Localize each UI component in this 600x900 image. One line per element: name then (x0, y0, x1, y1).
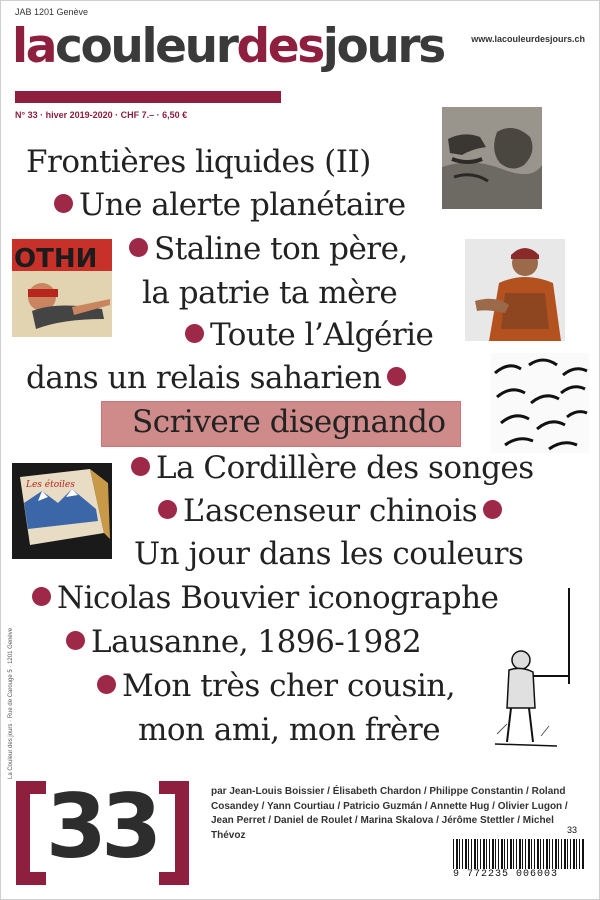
bullet-dot (32, 587, 51, 606)
bullet-dot (129, 238, 148, 257)
headline-4b-row (26, 360, 412, 396)
hand-mud-image (442, 107, 542, 209)
bullet-dot (387, 367, 406, 386)
headline-5-highlight: Scrivere disegnando (101, 401, 461, 447)
headline-3: Staline ton père, (154, 231, 408, 267)
headline-9-row (26, 580, 499, 616)
masthead-couleur: couleur (55, 19, 237, 74)
masthead-des: des (236, 19, 323, 74)
headline-10-row (60, 624, 422, 660)
left-bracket-bottom (16, 872, 46, 885)
svg-text:Les étoiles: Les étoiles (26, 480, 75, 490)
matchbox-photo (12, 463, 112, 559)
jab-label: JAB 1201 Genève (15, 7, 89, 17)
masthead-underline-bar (15, 91, 281, 103)
bullet-dot (66, 631, 85, 650)
bullet-dot (185, 324, 204, 343)
spine-address: La Couleur des jours · Rue de Carouge 5 · 1201 Genève (8, 627, 14, 779)
masthead-la: la (12, 19, 56, 74)
headline-7: L’ascenseur chinois (183, 493, 478, 529)
headline-5-row (101, 404, 461, 440)
headline-4-row (179, 317, 434, 353)
bullet-dot (131, 457, 150, 476)
barcode-issue: 33 (567, 825, 578, 835)
authors-list: par Jean-Louis Boissier / Élisabeth Chardon / Philippe Constantin / Roland Cosandey / Yann Courtiau / Patricio Guzmán / Annette Hug / Olivier Lugon / Jean Perret / Daniel de Roulet / Marina Skalova / Jérôme Stettler / Michel Thévoz (211, 786, 568, 841)
headline-6-row (125, 450, 534, 486)
bullet-dot (483, 500, 502, 519)
headline-11-row (91, 668, 456, 704)
right-bracket (175, 781, 189, 885)
headline-2-row (48, 187, 406, 223)
headline-2: Une alerte planétaire (79, 187, 406, 223)
headline-10: Lausanne, 1896-1982 (91, 624, 422, 660)
headline-11: Mon très cher cousin, (122, 668, 456, 704)
headline-8: Un jour dans les couleurs (134, 536, 524, 572)
right-bracket-bottom (159, 872, 189, 885)
headline-7-row (152, 493, 508, 529)
headline-6: La Cordillère des songes (156, 450, 534, 486)
hand-mud-photo (442, 107, 542, 209)
woodcut-figure-engraving (487, 584, 587, 754)
left-bracket (16, 781, 30, 885)
issue-number: 33 (45, 775, 157, 878)
issue-info: N° 33 · hiver 2019-2020 · CHF 7.– · 6,50 € (15, 110, 188, 120)
right-bracket-top (159, 781, 189, 794)
headline-9: Nicolas Bouvier iconographe (57, 580, 499, 616)
soviet-poster-image (12, 239, 112, 337)
bullet-dot (158, 500, 177, 519)
headline-4: Toute l’Algérie (210, 317, 434, 353)
headline-4b: dans un relais saharien (26, 360, 382, 396)
bullet-dot (54, 194, 73, 213)
masthead-jours: jours (322, 19, 444, 74)
headline-11b: mon ami, mon frère (138, 712, 441, 748)
headline-3-row (123, 231, 408, 267)
brush-strokes-drawing (491, 353, 589, 453)
bullet-dot (97, 675, 116, 694)
headline-1: Frontières liquides (II) (26, 144, 371, 180)
woman-portrait-photo (465, 239, 565, 341)
headline-3b: la patrie ta mère (142, 275, 398, 311)
svg-text:ОТНИ: ОТНИ (14, 244, 98, 274)
barcode-digits: 9 772235 006003 (453, 869, 559, 880)
barcode (453, 839, 585, 869)
masthead (12, 19, 444, 74)
website-url[interactable]: www.lacouleurdesjours.ch (471, 34, 585, 44)
